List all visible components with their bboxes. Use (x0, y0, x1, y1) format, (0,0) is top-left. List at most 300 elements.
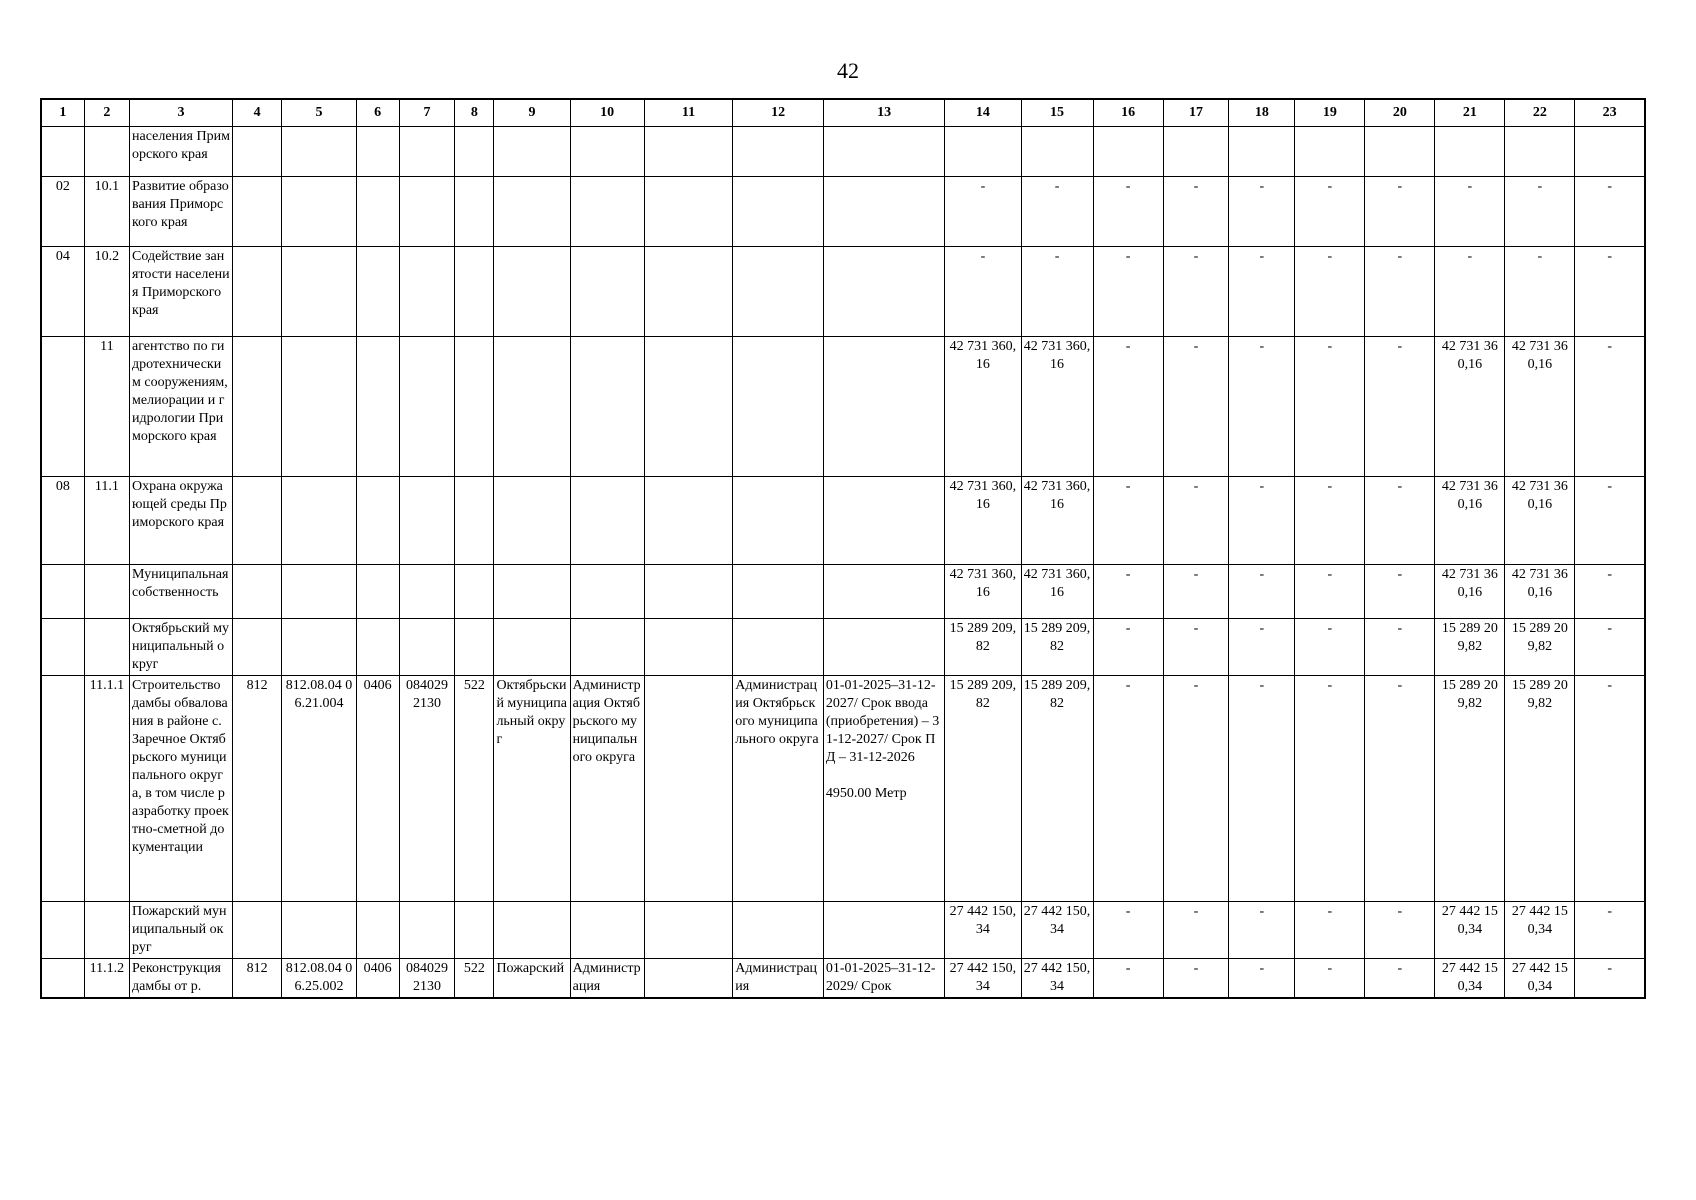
column-header-22: 22 (1505, 99, 1575, 127)
cell-col-23 (1575, 337, 1645, 477)
cell-text: - (1327, 339, 1333, 354)
cell-col-7 (399, 959, 455, 999)
column-header-13: 13 (823, 99, 944, 127)
cell-col-6 (356, 337, 399, 477)
cell-text: 15 289 209,82 (1023, 678, 1091, 711)
cell-col-19 (1295, 902, 1365, 959)
column-header-3: 3 (130, 99, 233, 127)
cell-col-20 (1365, 619, 1435, 676)
cell-text: 084029 2130 (406, 678, 449, 711)
cell-col-19 (1295, 676, 1365, 902)
cell-col-11 (644, 337, 733, 477)
cell-text: - (1193, 249, 1199, 264)
cell-col-13 (823, 676, 944, 902)
cell-text: - (1125, 678, 1131, 693)
cell-col-4 (232, 127, 281, 177)
cell-col-18 (1229, 676, 1295, 902)
cell-col-19 (1295, 619, 1365, 676)
cell-text: - (1327, 621, 1333, 636)
cell-col-15 (1021, 127, 1093, 177)
cell-col-5 (282, 565, 356, 619)
cell-col-21 (1435, 247, 1505, 337)
cell-col-19 (1295, 337, 1365, 477)
cell-col-14 (945, 337, 1021, 477)
cell-text: - (1397, 621, 1403, 636)
cell-text: Октябрьский муниципальный округ (132, 621, 229, 672)
cell-col-20 (1365, 565, 1435, 619)
cell-col-20 (1365, 127, 1435, 177)
cell-col-8 (455, 127, 494, 177)
cell-text: населения Приморского края (132, 129, 230, 162)
cell-col-13 (823, 959, 944, 999)
cell-text: 42 731 360,16 (1023, 339, 1091, 372)
table-row (41, 177, 1645, 247)
page-number: 42 (837, 58, 859, 83)
cell-text: - (1259, 567, 1265, 582)
cell-text: 15 289 209,82 (1511, 678, 1568, 711)
cell-col-17 (1163, 565, 1229, 619)
cell-col-18 (1229, 902, 1295, 959)
cell-text: - (1193, 678, 1199, 693)
cell-col-14 (945, 477, 1021, 565)
cell-col-2 (84, 177, 129, 247)
cell-col-22 (1505, 565, 1575, 619)
column-header-7: 7 (399, 99, 455, 127)
cell-text: 27 442 150,34 (1023, 904, 1091, 937)
cell-col-8 (455, 902, 494, 959)
cell-text: - (1125, 621, 1131, 636)
cell-col-17 (1163, 902, 1229, 959)
cell-col-9 (494, 619, 570, 676)
cell-col-14 (945, 127, 1021, 177)
cell-col-20 (1365, 902, 1435, 959)
cell-text: - (1054, 249, 1060, 264)
cell-col-4 (232, 959, 281, 999)
cell-col-12 (733, 177, 824, 247)
cell-col-11 (644, 177, 733, 247)
cell-col-18 (1229, 337, 1295, 477)
cell-col-20 (1365, 177, 1435, 247)
cell-text: - (1607, 339, 1612, 354)
cell-col-3 (130, 477, 233, 565)
cell-col-10 (570, 477, 644, 565)
column-header-19: 19 (1295, 99, 1365, 127)
cell-col-5 (282, 177, 356, 247)
cell-col-13 (823, 247, 944, 337)
column-header-23: 23 (1575, 99, 1645, 127)
cell-col-1 (41, 337, 84, 477)
column-header-17: 17 (1163, 99, 1229, 127)
cell-text: - (1607, 678, 1612, 693)
cell-col-10 (570, 177, 644, 247)
cell-col-7 (399, 619, 455, 676)
cell-col-11 (644, 902, 733, 959)
cell-col-12 (733, 619, 824, 676)
table-row (41, 337, 1645, 477)
cell-text: - (1327, 904, 1333, 919)
cell-col-4 (232, 902, 281, 959)
cell-col-1 (41, 477, 84, 565)
cell-text: 15 289 209,82 (949, 621, 1017, 654)
cell-text: - (1193, 904, 1199, 919)
cell-col-19 (1295, 565, 1365, 619)
cell-col-1 (41, 676, 84, 902)
cell-col-15 (1021, 676, 1093, 902)
cell-col-1 (41, 127, 84, 177)
cell-col-6 (356, 565, 399, 619)
cell-text: - (1397, 567, 1403, 582)
cell-col-22 (1505, 177, 1575, 247)
cell-col-21 (1435, 565, 1505, 619)
cell-text: 42 731 360,16 (949, 479, 1017, 512)
cell-col-3 (130, 337, 233, 477)
cell-col-10 (570, 902, 644, 959)
cell-text: Охрана окружающей среды Приморского края (132, 479, 227, 530)
cell-col-16 (1093, 902, 1163, 959)
cell-text: 0406 (363, 678, 392, 693)
cell-text: Развитие образования Приморского края (132, 179, 229, 230)
cell-col-13 (823, 127, 944, 177)
cell-col-8 (455, 676, 494, 902)
cell-text: Строительство дамбы обвалования в районе с. Заречное Октябрьского муниципального округа, в том числе разработку проектно-сметной документации (132, 678, 229, 855)
column-header-20: 20 (1365, 99, 1435, 127)
cell-col-20 (1365, 477, 1435, 565)
cell-text: - (1327, 567, 1333, 582)
cell-col-1 (41, 177, 84, 247)
cell-col-9 (494, 177, 570, 247)
cell-col-3 (130, 177, 233, 247)
table-row (41, 247, 1645, 337)
cell-col-14 (945, 247, 1021, 337)
cell-col-9 (494, 902, 570, 959)
cell-text: - (1193, 961, 1199, 976)
cell-text: 27 442 150,34 (1511, 961, 1568, 994)
cell-col-23 (1575, 619, 1645, 676)
cell-col-18 (1229, 247, 1295, 337)
cell-col-14 (945, 676, 1021, 902)
cell-col-10 (570, 959, 644, 999)
cell-col-12 (733, 565, 824, 619)
cell-text: - (1397, 678, 1403, 693)
cell-text: Пожарский (496, 961, 565, 976)
cell-col-6 (356, 676, 399, 902)
cell-col-8 (455, 337, 494, 477)
cell-text: - (1467, 249, 1473, 264)
cell-text: Содействие занятости населения Приморского края (132, 249, 230, 318)
cell-col-2 (84, 619, 129, 676)
cell-col-4 (232, 676, 281, 902)
column-header-5: 5 (282, 99, 356, 127)
cell-col-3 (130, 959, 233, 999)
cell-text: - (1193, 621, 1199, 636)
cell-col-7 (399, 676, 455, 902)
cell-col-22 (1505, 959, 1575, 999)
cell-col-17 (1163, 477, 1229, 565)
cell-col-20 (1365, 959, 1435, 999)
cell-col-12 (733, 676, 824, 902)
cell-col-4 (232, 477, 281, 565)
cell-col-22 (1505, 247, 1575, 337)
cell-col-7 (399, 477, 455, 565)
cell-col-15 (1021, 619, 1093, 676)
cell-text: Муниципальная собственность (132, 567, 229, 600)
cell-text: - (1607, 179, 1612, 194)
cell-col-2 (84, 959, 129, 999)
cell-text: - (1125, 179, 1131, 194)
cell-text: - (1537, 249, 1543, 264)
cell-text-extra: 4950.00 Метр (825, 786, 907, 801)
cell-col-18 (1229, 959, 1295, 999)
cell-col-12 (733, 477, 824, 565)
cell-col-11 (644, 565, 733, 619)
cell-col-21 (1435, 477, 1505, 565)
cell-col-2 (84, 477, 129, 565)
cell-col-10 (570, 565, 644, 619)
cell-col-2 (84, 337, 129, 477)
cell-text: - (1125, 961, 1131, 976)
cell-text: 812.08.04 06.25.002 (285, 961, 353, 994)
cell-col-18 (1229, 565, 1295, 619)
cell-text: 27 442 150,34 (949, 961, 1017, 994)
cell-text: 11 (100, 339, 114, 354)
cell-col-1 (41, 619, 84, 676)
cell-col-9 (494, 477, 570, 565)
cell-text: Администрация (572, 961, 641, 994)
cell-text: 01-01-2025–31-12-2029/ Срок (825, 961, 936, 994)
cell-text: Администрация Октябрьского муниципального округа (735, 678, 819, 747)
cell-col-23 (1575, 177, 1645, 247)
cell-text: - (1259, 678, 1265, 693)
cell-col-13 (823, 565, 944, 619)
cell-col-23 (1575, 477, 1645, 565)
cell-col-8 (455, 959, 494, 999)
cell-col-15 (1021, 902, 1093, 959)
cell-text: 11.1 (94, 479, 119, 494)
cell-col-14 (945, 959, 1021, 999)
cell-text: - (1607, 621, 1612, 636)
cell-col-12 (733, 959, 824, 999)
table-row (41, 565, 1645, 619)
cell-col-19 (1295, 177, 1365, 247)
cell-text: 15 289 209,82 (1511, 621, 1568, 654)
cell-text: Реконструкция дамбы от р. (132, 961, 221, 994)
cell-text: - (1327, 249, 1333, 264)
cell-col-17 (1163, 247, 1229, 337)
cell-col-23 (1575, 247, 1645, 337)
column-header-15: 15 (1021, 99, 1093, 127)
cell-col-11 (644, 127, 733, 177)
cell-text: 42 731 360,16 (1511, 567, 1568, 600)
cell-text: - (1397, 339, 1403, 354)
cell-col-22 (1505, 619, 1575, 676)
column-header-4: 4 (232, 99, 281, 127)
cell-col-7 (399, 902, 455, 959)
cell-text: - (1607, 567, 1612, 582)
cell-col-9 (494, 676, 570, 902)
cell-col-4 (232, 247, 281, 337)
table-body (41, 127, 1645, 999)
cell-text: 812.08.04 06.21.004 (285, 678, 353, 711)
cell-text: 42 731 360,16 (949, 339, 1017, 372)
cell-text: - (1397, 249, 1403, 264)
cell-col-7 (399, 247, 455, 337)
column-header-14: 14 (945, 99, 1021, 127)
cell-text: - (1397, 904, 1403, 919)
cell-text: 04 (55, 249, 70, 264)
cell-col-3 (130, 565, 233, 619)
cell-col-20 (1365, 247, 1435, 337)
cell-text: 42 731 360,16 (1441, 567, 1498, 600)
cell-col-16 (1093, 565, 1163, 619)
cell-text: - (1259, 621, 1265, 636)
cell-col-23 (1575, 902, 1645, 959)
cell-text: 084029 2130 (406, 961, 449, 994)
cell-col-16 (1093, 177, 1163, 247)
cell-col-7 (399, 127, 455, 177)
cell-text: - (1259, 961, 1265, 976)
cell-col-5 (282, 127, 356, 177)
cell-col-4 (232, 337, 281, 477)
cell-col-11 (644, 619, 733, 676)
cell-text: 10.2 (94, 249, 120, 264)
cell-col-2 (84, 247, 129, 337)
header-row (41, 99, 1645, 127)
table-row (41, 902, 1645, 959)
cell-text: 15 289 209,82 (949, 678, 1017, 711)
cell-col-4 (232, 619, 281, 676)
cell-text: 522 (463, 961, 485, 976)
cell-text: 01-01-2025–31-12-2027/ Срок ввода (приобретения) – 31-12-2027/ Срок ПД – 31-12-2026 (825, 678, 940, 765)
cell-col-4 (232, 565, 281, 619)
cell-col-11 (644, 676, 733, 902)
cell-col-18 (1229, 477, 1295, 565)
cell-col-12 (733, 127, 824, 177)
cell-text: - (1125, 479, 1131, 494)
column-header-6: 6 (356, 99, 399, 127)
cell-col-23 (1575, 127, 1645, 177)
cell-col-17 (1163, 127, 1229, 177)
cell-text: - (980, 179, 986, 194)
cell-col-6 (356, 247, 399, 337)
cell-col-21 (1435, 337, 1505, 477)
cell-text: - (1259, 479, 1265, 494)
cell-col-6 (356, 477, 399, 565)
cell-col-6 (356, 127, 399, 177)
cell-text: 27 442 150,34 (949, 904, 1017, 937)
cell-col-8 (455, 565, 494, 619)
cell-col-14 (945, 565, 1021, 619)
cell-text: 42 731 360,16 (1441, 339, 1498, 372)
cell-col-7 (399, 565, 455, 619)
cell-col-5 (282, 619, 356, 676)
cell-text: 27 442 150,34 (1023, 961, 1091, 994)
cell-text: 11.1.2 (89, 961, 125, 976)
cell-text: 0406 (363, 961, 392, 976)
column-header-18: 18 (1229, 99, 1295, 127)
cell-col-10 (570, 619, 644, 676)
cell-col-3 (130, 127, 233, 177)
cell-col-22 (1505, 337, 1575, 477)
cell-col-5 (282, 902, 356, 959)
cell-text: 42 731 360,16 (949, 567, 1017, 600)
column-header-16: 16 (1093, 99, 1163, 127)
cell-col-13 (823, 902, 944, 959)
cell-col-9 (494, 337, 570, 477)
cell-text: 27 442 150,34 (1441, 904, 1498, 937)
cell-col-9 (494, 959, 570, 999)
cell-col-9 (494, 247, 570, 337)
cell-col-8 (455, 247, 494, 337)
cell-col-11 (644, 959, 733, 999)
cell-col-15 (1021, 247, 1093, 337)
cell-text: - (1537, 179, 1543, 194)
cell-col-20 (1365, 337, 1435, 477)
cell-text: - (1193, 339, 1199, 354)
cell-col-21 (1435, 959, 1505, 999)
cell-col-10 (570, 247, 644, 337)
cell-text: Администрация (735, 961, 818, 994)
cell-text: - (1397, 179, 1403, 194)
cell-col-16 (1093, 127, 1163, 177)
cell-text: Администрация Октябрьского муниципального округа (572, 678, 641, 765)
cell-col-19 (1295, 959, 1365, 999)
cell-col-1 (41, 247, 84, 337)
cell-col-18 (1229, 127, 1295, 177)
cell-col-1 (41, 959, 84, 999)
cell-col-19 (1295, 247, 1365, 337)
cell-text: - (1259, 339, 1265, 354)
cell-text: - (1259, 904, 1265, 919)
cell-col-8 (455, 619, 494, 676)
cell-col-13 (823, 619, 944, 676)
cell-text: 10.1 (94, 179, 120, 194)
table-row (41, 959, 1645, 999)
cell-text: - (1193, 479, 1199, 494)
cell-text: - (1193, 567, 1199, 582)
cell-col-3 (130, 619, 233, 676)
table-row (41, 477, 1645, 565)
cell-text: - (1607, 904, 1612, 919)
cell-text: - (1327, 479, 1333, 494)
cell-text: Октябрьский муниципальный округ (496, 678, 567, 747)
cell-col-2 (84, 565, 129, 619)
cell-text: - (1327, 678, 1333, 693)
cell-col-16 (1093, 247, 1163, 337)
cell-text: агентство по гидротехническим сооружениям, мелиорации и гидрологии Приморского края (132, 339, 228, 444)
cell-text: - (1259, 179, 1265, 194)
cell-text: 42 731 360,16 (1511, 339, 1568, 372)
cell-text: 522 (463, 678, 485, 693)
column-header-2: 2 (84, 99, 129, 127)
cell-col-6 (356, 177, 399, 247)
cell-text: - (1397, 479, 1403, 494)
column-header-1: 1 (41, 99, 84, 127)
cell-col-8 (455, 177, 494, 247)
cell-col-6 (356, 902, 399, 959)
cell-col-21 (1435, 676, 1505, 902)
cell-col-15 (1021, 337, 1093, 477)
cell-text: 02 (55, 179, 70, 194)
cell-col-5 (282, 247, 356, 337)
cell-col-10 (570, 337, 644, 477)
column-header-8: 8 (455, 99, 494, 127)
table-row (41, 676, 1645, 902)
table-row (41, 619, 1645, 676)
cell-col-16 (1093, 619, 1163, 676)
cell-col-16 (1093, 337, 1163, 477)
cell-col-17 (1163, 177, 1229, 247)
cell-text: 15 289 209,82 (1023, 621, 1091, 654)
